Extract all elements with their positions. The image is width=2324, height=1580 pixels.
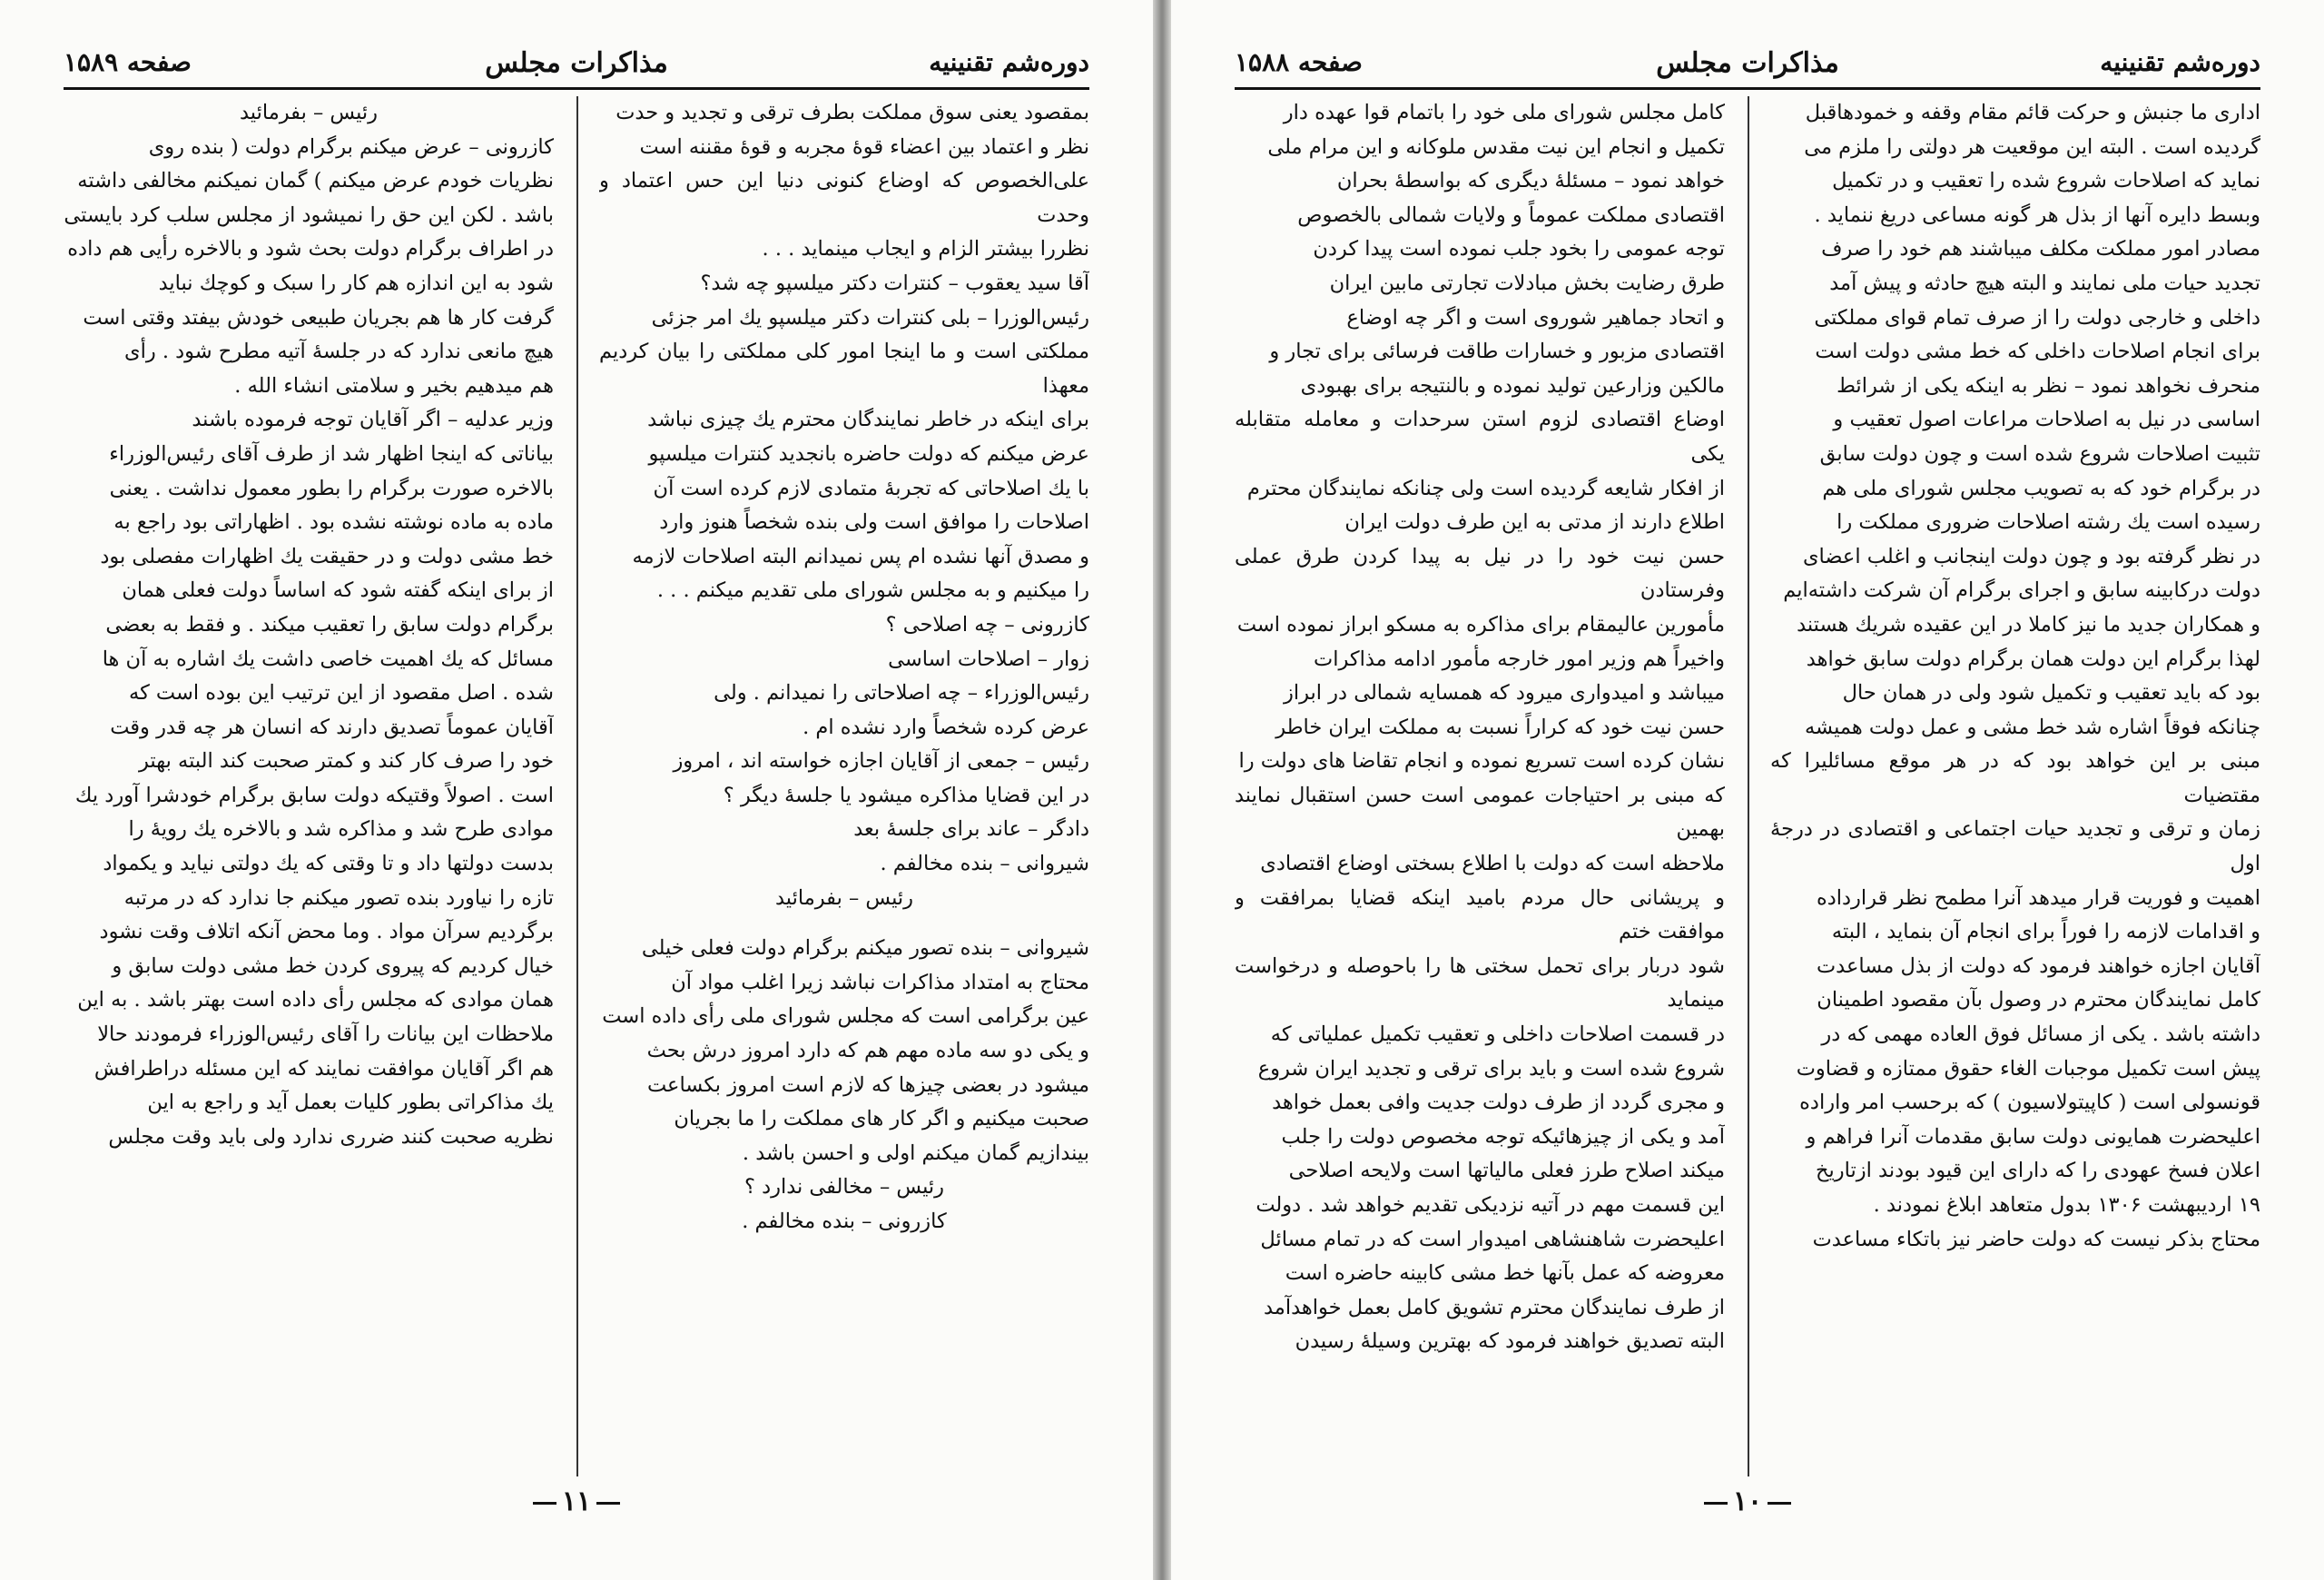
text-line: برای انجام اصلاحات داخلی که خط مشی دولت است	[1815, 340, 2260, 364]
text-line: و اقدامات لازمه را فوراً برای انجام آن بنماید ، البته	[1831, 920, 2260, 944]
text-line: کازرونی – بنده مخالفم .	[742, 1210, 947, 1233]
text-line: با یك اصلاحاتی که تجربهٔ متمادی لازم کرده است آن	[653, 476, 1089, 500]
text-line: صحبت میکنیم و اگر کار های مملکت را ما بجریان	[674, 1107, 1089, 1131]
text-line: اقتصادی مملکت عموماً و ولایات شمالی بالخصوص	[1297, 202, 1725, 227]
text-line: رئیس – بفرمائید	[775, 885, 913, 910]
text-line: شود دربار برای تحمل سختی ها را باحوصله و درخواست مینماید	[1235, 953, 1725, 1012]
text-line: معروضه که عمل بآنها خط مشی کابینه حاضره است	[1285, 1261, 1725, 1286]
text-line: هم اگر آقایان موافقت نمایند که این مسئله دراطرافش	[94, 1056, 554, 1081]
text-column-right	[1770, 96, 2260, 1476]
text-line: و اتحاد جماهیر شوروی است و اگر چه اوضاع	[1346, 305, 1725, 330]
text-line: در این قضایا مذاکره میشود یا جلسهٔ دیگر ؟	[723, 783, 1089, 807]
text-line: در برگرام خود که به تصویب مجلس شورای ملی هم	[1822, 476, 2260, 500]
footer-page-number: ۱۱	[561, 1486, 592, 1517]
text-line: نظر و اعتماد بین اعضاء قوهٔ مجربه و قوهٔ مقننه است	[639, 134, 1089, 159]
text-line: ملاحظه است که دولت با اطلاع بسختی اوضاع اقتصادی	[1260, 852, 1725, 876]
text-line: توجه عمومی را بخود جلب نموده است پیدا کردن	[1313, 237, 1725, 262]
text-line: میکند اصلاح طرز فعلی مالیاتها است ولایحه اصلاحی	[1288, 1159, 1725, 1183]
text-line: ماده به ماده نوشته نشده بود . اظهاراتی بود راجع به	[113, 510, 554, 535]
text-line: نظریات خودم عرض میکنم ) گمان نمیکنم مخالفی داشته	[77, 169, 554, 193]
column-divider	[1748, 96, 1749, 1476]
text-line: نظررا بیشتر الزام و ایجاب مینماید . . .	[762, 237, 1089, 262]
text-line: زمان و ترقی و تجدید حیات اجتماعی و اقتصادی در درجهٔ اول	[1770, 817, 2260, 876]
header-title: مذاکرات مجلس	[1656, 47, 1839, 79]
text-line: موادی طرح شد و مذاکره شد و بالاخره یك رویهٔ را	[128, 817, 554, 842]
text-line: و پریشانی حال مردم بامید اینکه قضایا بمرافقت و موافقت ختم	[1235, 885, 1725, 944]
text-line: پیش است تکمیل موجبات الغاء حقوق ممتازه و قضاوت	[1796, 1056, 2260, 1081]
text-line: شیروانی – بنده تصور میکنم برگرام دولت فعلی خیلی	[641, 936, 1089, 961]
text-line: نماید که اصلاحات شروع شده را تعقیب و در تکمیل	[1832, 169, 2260, 193]
text-line: نظریه صحبت کنند ضرری ندارد ولی باید وقت مجلس	[108, 1124, 554, 1149]
text-line: گرفت کار ها هم بجریان طبیعی خودش بیفتد وقتی است	[83, 305, 554, 330]
text-line: اطلاع دارند از مدتی به این طرف دولت ایران	[1344, 510, 1725, 535]
text-line: علی‌الخصوص که اوضاع کنونی دنیا این حس اعتماد و وحدت	[599, 169, 1089, 227]
text-line: تکمیل و انجام این نیت مقدس ملوکانه و این مرام ملی	[1267, 134, 1725, 159]
left-page	[0, 0, 1153, 1580]
text-line: گردیده است . البته این موقعیت هر دولتی را ملزم می	[1804, 134, 2260, 159]
text-line: تازه را نیاورد بنده تصور میکنم جا ندارد که در مرتبه	[123, 885, 554, 910]
text-line: لهذا برگرام این دولت همان برگرام دولت سابق خواهد	[1806, 647, 2260, 671]
text-line: ۱۹ اردیبهشت ۱۳۰۶ بدول متعاهد ابلاغ نمودند .	[1873, 1193, 2260, 1217]
text-line: ملاحظات این بیانات را آقای رئیس‌الوزراء فرمودند حالا	[97, 1022, 554, 1047]
text-line: دولت درکابینه سابق و اجرای برگرام آن شرکت داشته‌ایم	[1783, 578, 2260, 603]
text-line: یك مذاکراتی بطور کلیات بعمل آید و راجع به این	[147, 1091, 554, 1115]
text-line: داشته باشد . یکی از مسائل فوق العاده مهمی که در	[1821, 1022, 2260, 1047]
text-line: رسیده است یك رشته اصلاحات ضروری مملکت را	[1837, 510, 2260, 535]
text-line: کامل مجلس شورای ملی خود را باتمام قوا عهده دار	[1283, 101, 1725, 124]
text-line: شود به این اندازه هم کار را سبک و کوچك نباید	[158, 271, 554, 295]
session-label: دوره‌شم تقنینیه	[2100, 47, 2260, 77]
text-line: همان موادی که مجلس رأی داده است بهتر باشد . به این	[77, 988, 554, 1012]
text-line: بود که باید تعقیب و تکمیل شود ولی در همان حال	[1842, 681, 2260, 706]
text-line: بمقصود يعنی سوق مملکت بطرف ترقی و تجدید و حدت	[615, 101, 1089, 124]
text-line: بالاخره صورت برگرام را بطور معمول نداشت . یعنی	[109, 476, 554, 500]
text-line: و مصدق آنها نشده ام پس نمیدانم البته اصلاحات لازمه	[632, 544, 1089, 568]
text-line: خواهد نمود – مسئلهٔ دیگری که بواسطهٔ بحران	[1336, 169, 1725, 193]
text-line: کازرونی – عرض میکنم برگرام دولت ( بنده روی	[148, 134, 554, 159]
page-footer	[0, 1486, 1153, 1517]
text-line: بدست دولتها داد و تا وقتی که یك دولتی نیاید و یکمواد	[103, 852, 554, 876]
text-line: مأمورین عالیمقام برای مذاکره به مسکو ابراز نموده است	[1236, 612, 1725, 637]
text-line: میشود در بعضی چیزها که لازم است امروز بکساعت	[646, 1072, 1089, 1097]
page-footer	[1171, 1486, 2324, 1517]
text-line: رئیس – مخالفی ندارد ؟	[743, 1175, 945, 1200]
text-line: مسائل که یك اهمیت خاصی داشت یك اشاره به آن ها	[102, 647, 554, 671]
book-gutter	[1153, 0, 1171, 1580]
text-line: باشد . لکن این حق را نمیشود از مجلس سلب کرد بایستی	[64, 202, 554, 227]
text-line: این قسمت مهم در آتیه نزدیکی تقدیم خواهد شد . دولت	[1256, 1193, 1725, 1217]
text-line: دادگر – عاند برای جلسهٔ بعد	[853, 817, 1089, 842]
text-line: اصلاحات را موافق است ولی بنده شخصاً هنوز وارد	[659, 510, 1089, 535]
text-line: و مجری گردد از طرف دولت جدیت وافی بعمل خواهد	[1272, 1091, 1725, 1115]
text-line: اقتصادی مزبور و خسارات طاقت فرسائی برای تجار و	[1269, 340, 1725, 364]
header-rule	[1235, 87, 2260, 90]
text-line: هیچ مانعی ندارد که در جلسهٔ آتیه مطرح شود . رأی	[123, 340, 554, 364]
text-line: مصادر امور مملکت مکلف میباشند هم خود را صرف	[1821, 237, 2260, 262]
text-line: البته تصدیق خواهند فرمود که بهترین وسیلهٔ رسیدن	[1295, 1329, 1725, 1354]
text-line: اوضاع اقتصادی لزوم استن سرحدات و معامله متقابله یکی	[1235, 408, 1725, 466]
text-column-left	[64, 96, 554, 1476]
right-page	[1171, 0, 2324, 1580]
text-line: اعلان فسخ عهودی را که دارای این قیود بودند ازتاریخ	[1816, 1159, 2260, 1183]
text-line: رئیس‌الوزراء – چه اصلاحاتی را نمیدانم . ولی	[714, 681, 1089, 706]
text-line: که مبنی بر احتیاجات عمومی است حسن استقبال نمایند بهمین	[1235, 783, 1725, 842]
text-line: آقایان اجازه خواهند فرمود که دولت از بذل مساعدت	[1816, 953, 2260, 978]
text-line: تثبیت اصلاحات شروع شده است و چون دولت سابق	[1819, 441, 2260, 466]
text-line: اعلیحضرت همایونی دولت سابق مقدمات آنرا فراهم و	[1806, 1124, 2260, 1149]
text-line: رئیس – جمعی از آقایان اجازه خواسته اند ، امروز	[673, 749, 1089, 774]
text-line: برگرام دولت سابق را تعقیب میکند . و فقط به بعضی	[105, 612, 554, 637]
text-line: مملکتی است و ما اینجا امور کلی مملکتی را بیان کردیم معهذا	[599, 340, 1089, 398]
text-line: برگردیم سرآن مواد . وما محض آنکه اتلاف وقت نشود	[99, 920, 554, 944]
text-line: کامل نمایندگان محترم در وصول بآن مقصود اطمینان	[1817, 988, 2260, 1012]
header-rule	[64, 87, 1089, 90]
header-title: مذاکرات مجلس	[485, 47, 668, 79]
text-line: و یکی دو سه ماده مهم هم که دارد امروز درش بحث	[646, 1039, 1089, 1063]
text-line: کازرونی – چه اصلاحی ؟	[885, 612, 1089, 637]
text-line: برای اینکه در خاطر نمایندگان محترم یك چیزی نباشد	[647, 408, 1089, 432]
text-column-right	[599, 96, 1089, 1476]
text-line: بیندازیم گمان میکنم اولی و احسن باشد .	[742, 1141, 1089, 1165]
text-line: رئیس – بفرمائید	[240, 101, 378, 124]
text-line: تجدید حیات ملی نمایند و البته هیچ حادثه و پیش آمد	[1829, 271, 2260, 295]
text-line: خط مشی دولت و در حقیقت یك اظهارات مفصلی بود	[100, 544, 554, 568]
text-line: عرض میکنم که دولت حاضره بانجدید کنترات میلسپو	[648, 441, 1089, 466]
page-number-label: صفحه ۱۵۸۸	[1235, 47, 1363, 77]
text-line: آقایان عموماً تصدیق دارند که انسان هر چه قدر وقت	[110, 715, 554, 739]
text-line: بیاناتی که اینجا اظهار شد از طرف آقای رئیس‌الوزراء	[109, 441, 554, 466]
text-line: حسن نیت خود که کراراً نسبت به مملکت ایران خاطر	[1275, 715, 1725, 739]
text-line: مبنی بر این خواهد بود که در هر موقع مسائلیرا که مقتضیات	[1770, 749, 2260, 807]
text-line: واخیراً هم وزیر امور خارجه مأمور ادامه مذاکرات	[1314, 647, 1725, 671]
text-line: مالکین وزارعین تولید نموده و بالنتیجه برای بهبودی	[1300, 373, 1725, 398]
text-line: در قسمت اصلاحات داخلی و تعقیب تکمیل عملیاتی که	[1270, 1022, 1725, 1047]
text-line: طرق رضایت بخش مبادلات تجارتی مابین ایران	[1329, 271, 1725, 295]
text-line: اداری ما جنبش و حرکت قائم مقام وقفه و خمودهاقبل	[1805, 101, 2260, 124]
text-line: از برای اینکه گفته شود که اساساً دولت فعلی همان	[122, 578, 554, 603]
text-line: و همکاران جدید ما نیز کاملا در این عقیده شریك هستند	[1797, 612, 2260, 637]
text-line: را میکنیم و به مجلس شورای ملی تقدیم میکنم . . .	[656, 578, 1089, 603]
text-line: شروع شده است و باید برای ترقی و تجدید ایران شروع	[1257, 1056, 1725, 1081]
text-line: زوار – اصلاحات اساسی	[888, 647, 1089, 671]
text-line: خیال کردیم که پیروی کردن خط مشی دولت سابق و	[112, 953, 554, 978]
column-divider	[576, 96, 578, 1476]
text-line: اعلیحضرت شاهنشاهی امیدوار است که در تمام مسائل	[1260, 1227, 1725, 1251]
text-line: عرض کرده شخصاً وارد نشده ام .	[803, 715, 1089, 739]
text-line: شیروانی – بنده مخالفم .	[880, 852, 1089, 876]
text-line: هم میدهیم بخیر و سلامتی انشاء الله .	[234, 373, 554, 398]
text-line: چنانکه فوقاً اشاره شد خط مشی و عمل دولت همیشه	[1804, 715, 2260, 739]
text-line: از افکار شایعه گردیده است ولی چنانکه نمایندگان محترم	[1246, 476, 1725, 500]
text-line: عین برگرامی است که مجلس شورای ملی رأی داده است	[602, 1004, 1089, 1029]
text-line: محتاج به امتداد مذاکرات نباشد زیرا اغلب مواد آن	[671, 970, 1089, 994]
text-line: نشان کرده است تسریع نموده و انجام تقاضا های دولت را	[1238, 749, 1725, 774]
text-line: است . اصولاً وقتیکه دولت سابق برگرام خودشرا آورد یك	[74, 783, 554, 807]
text-line: در نظر گرفته بود و چون دولت اینجانب و اغلب اعضای	[1802, 544, 2260, 568]
text-line: شده . اصل مقصود از این ترتیب این بوده است که	[129, 681, 554, 706]
text-line: حسن نیت خود را در نیل به پیدا کردن طرق عملی وفرستادن	[1235, 544, 1725, 603]
text-line: محتاج بذکر نیست که دولت حاضر نیز باتکاء مساعدت	[1812, 1227, 2260, 1251]
text-line: از طرف نمایندگان محترم تشویق کامل بعمل خواهدآمد	[1264, 1295, 1725, 1319]
text-line: اساسی در نیل به اصلاحات مراعات اصول تعقیب و	[1833, 408, 2260, 432]
text-line: داخلی و خارجی دولت را از صرف تمام قوای مملکتی	[1814, 305, 2260, 330]
text-line: خود را صرف کار کند و کمتر صحبت کند البته بهتر	[139, 749, 554, 774]
text-line: منحرف نخواهد نمود – نظر به اینکه یکی از شرائط	[1837, 373, 2260, 398]
footer-page-number: ۱۰	[1732, 1486, 1763, 1517]
text-column-left	[1235, 96, 1725, 1476]
text-line: اهمیت و فوریت قرار میدهد آنرا مطمح نظر قرارداده	[1816, 885, 2260, 910]
text-line: وزیر عدلیه – اگر آقایان توجه فرموده باشند	[192, 408, 554, 432]
session-label: دوره‌شم تقنینیه	[929, 47, 1089, 77]
text-line: رئیس‌الوزرا – بلی کنترات دکتر میلسپو یك امر جزئی	[651, 305, 1089, 330]
text-line: وبسط دایره آنها از بذل هر گونه مساعی دریغ ننماید .	[1814, 202, 2260, 227]
page-header	[64, 47, 1089, 85]
text-line: آمد و یکی از چیزهائیکه توجه مخصوص دولت را جلب	[1281, 1124, 1725, 1149]
text-line: در اطراف برگرام دولت بحث شود و بالاخره رأیی هم داده	[67, 237, 554, 262]
text-line: قونسولی است ( کاپیتولاسیون ) که برحسب امر واراده	[1799, 1091, 2260, 1115]
page-number-label: صفحه ۱۵۸۹	[64, 47, 192, 77]
page-header	[1235, 47, 2260, 85]
text-line: آقا سید یعقوب – کنترات دکتر میلسپو چه شد؟	[700, 271, 1089, 295]
text-line: میباشد و امیدواری میرود که همسایه شمالی در ابراز	[1283, 681, 1725, 706]
